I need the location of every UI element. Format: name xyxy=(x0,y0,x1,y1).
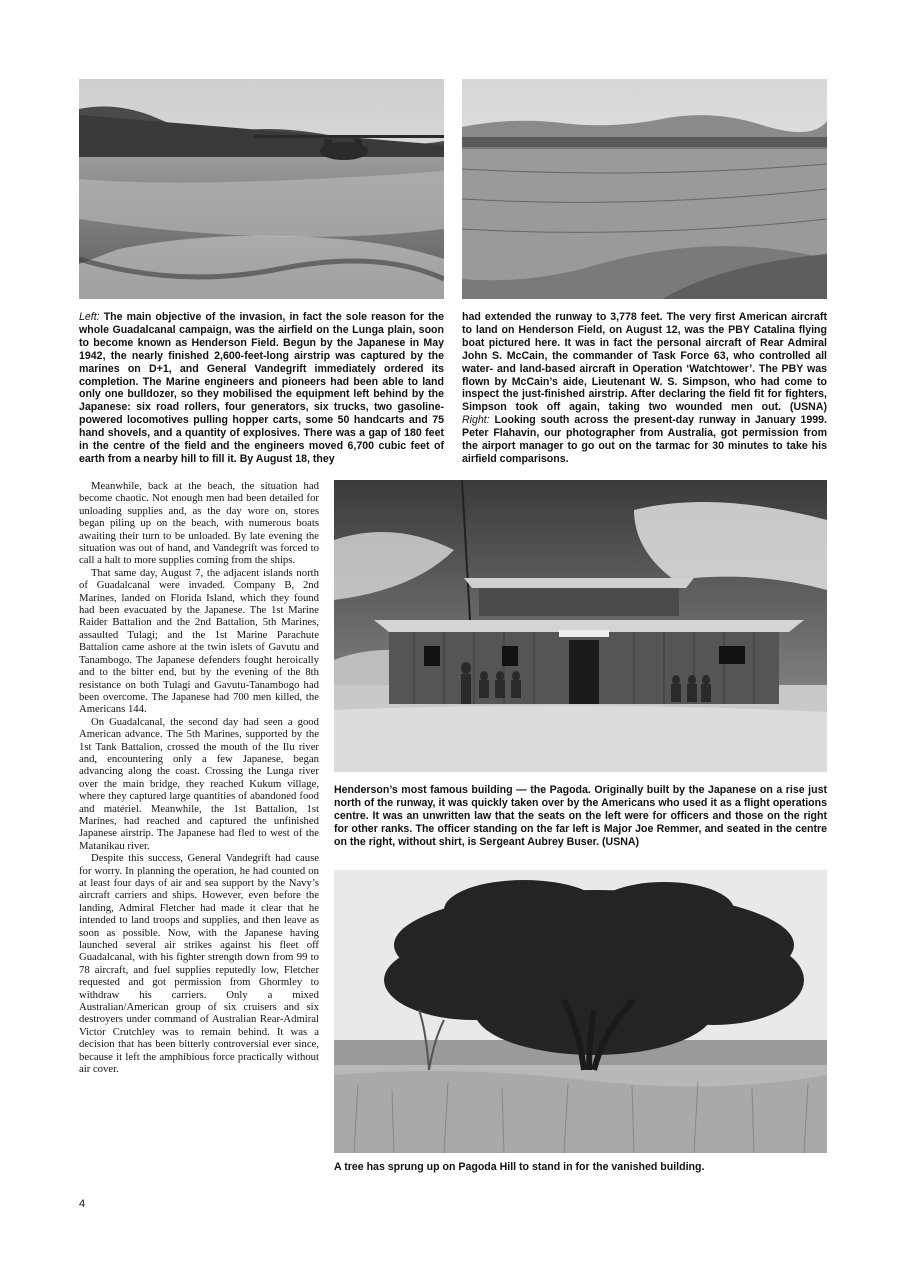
body-paragraph: Meanwhile, back at the beach, the situation had become chaotic. Not enough men had been detailed for unloading supplies and, as the day wore on, stores began piling up on the beach, with numerous boats awaiting their turn to be unloaded. By late evening the situation was out of hand, and Vandegrift was forced to call a halt to more supplies coming from the ships. xyxy=(79,480,319,567)
body-paragraph: On Guadalcanal, the second day had seen a good American advance. The 5th Marines, supported by the 1st Tank Battalion, crossed the mouth of the Ilu river and, encountering only a few Japanese, began advancing along the coast. Crossing the Lunga river over the main bridge, they reached Kukum village, where they captured large quantities of abandoned food and matériel. Meanwhile, the 1st Battalion, 1st Marines, had reached and captured the unfinished Japanese airstrip. The Japanese had fled to west of the Matanikau river. xyxy=(79,715,319,852)
photo-pagoda xyxy=(334,480,827,772)
caption-lead-left: Left: xyxy=(79,311,100,323)
tree-caption xyxy=(334,1161,827,1174)
body-paragraph: Despite this success, General Vandegrift had cause for worry. In planning the operation, he had counted on at least four days of air and sea support by the Navy’s aircraft carriers and ships. However, even before the landing, Admiral Fletcher had made it clear that he intended to land troops and supplies, and then leave as soon as possible. Now, with the Japanese having launched several air strikes against his fleet off Guadalcanal, with his fighter strength down from 99 to 78 aircraft, and fuel supplies reputedly low, Fletcher requested and got permission from Ghormley to withdraw his carriers. Only a mixed Australian/American group of six cruisers and six destroyers under command of Australian Rear-Admiral Victor Crutchley was to remain behind. It was a decision that has been bitterly controversial ever since, because it left the amphibious force practically without air cover. xyxy=(79,852,319,1076)
body-text-column xyxy=(79,480,319,1076)
caption-lead-right: Right: xyxy=(462,414,490,427)
photo-tree-pagoda-hill xyxy=(334,870,827,1153)
tree-caption-text: A tree has sprung up on Pagoda Hill to stand in for the vanished building. xyxy=(334,1161,705,1173)
caption-text-left: The main objective of the invasion, in fact the sole reason for the whole Guadalcanal campaign, was the airfield on the Lunga plain, soon to become known as Henderson Field. Begun by the Japanese in May 1942, the nearly finished 2,600-feet-long airstrip was captured by the marines on D+1, and General Vandegrift immediately ordered its completion. The Marine engineers and pioneers had been able to land only one bulldozer, so they mobilised the equipment left behind by the Japanese: six road rollers, four generators, six trucks, two gasoline-powered locomotives pulling hopper carts, some 50 handcarts and 75 hand shovels, and a quantity of explosives. There was a gap of 180 feet in the centre of the field and the engineers moved 6,700 cubic feet of earth from a nearby hill to fill it. By August 18, they xyxy=(79,311,444,465)
photo-catalina-airstrip xyxy=(79,79,444,299)
pagoda-caption xyxy=(334,784,827,849)
top-caption-left xyxy=(79,311,444,466)
top-caption-right xyxy=(462,311,827,466)
caption-text-right: had extended the runway to 3,778 feet. The very first American aircraft to land on Henderson Field, on August 12, was the PBY Catalina flying boat pictured here. It was in fact the personal aircraft of Rear Admiral John S. McCain, the commander of Task Force 63, who controlled all water- and land-based aircraft in Operation ‘Watchtower’. The PBY was flown by McCain’s aide, Lieutenant W. S. Simpson, who had come to inspect the just-finished airstrip. After declaring the field fit for fighters, Simpson took off again, taking two wounded men out. (USNA) xyxy=(462,311,827,414)
photo-present-runway xyxy=(462,79,827,299)
pagoda-caption-text: Henderson’s most famous building — the Pagoda. Originally built by the Japanese on a rise just north of the runway, it was quickly taken over by the Americans who used it as a flight operations centre. It was an unwritten law that the seats on the left were for officers and those on the right for other ranks. The officer standing on the far left is Major Joe Remmer, and seated in the centre on the right, without shirt, is Sergeant Aubrey Buser. (USNA) xyxy=(334,784,827,848)
page-number: 4 xyxy=(79,1198,86,1210)
body-paragraph: That same day, August 7, the adjacent islands north of Guadalcanal were invaded. Company B, 2nd Marines, landed on Florida Island, which they found had been evacuated by the Japanese. The 1st Marine Raider Battalion and the 2nd Battalion, 5th Marines, assaulted Tulagi; and the 1st Marine Parachute Battalion came ashore at the twin islets of Gavutu and Tanambogo. The Japanese defenders fought heroically and to the bitter end, but by the evening of the 8th resistance on both Tulagi and Gavutu-Tanambogo had been overcome. The Japanese had 700 men killed, the Americans 144. xyxy=(79,566,319,716)
caption-text-right-2: Looking south across the present-day runway in January 1999. Peter Flahavin, our photographer from Australia, got permission from the airport manager to go out on the tarmac for 30 minutes to take his airfield comparisons. xyxy=(462,414,827,465)
